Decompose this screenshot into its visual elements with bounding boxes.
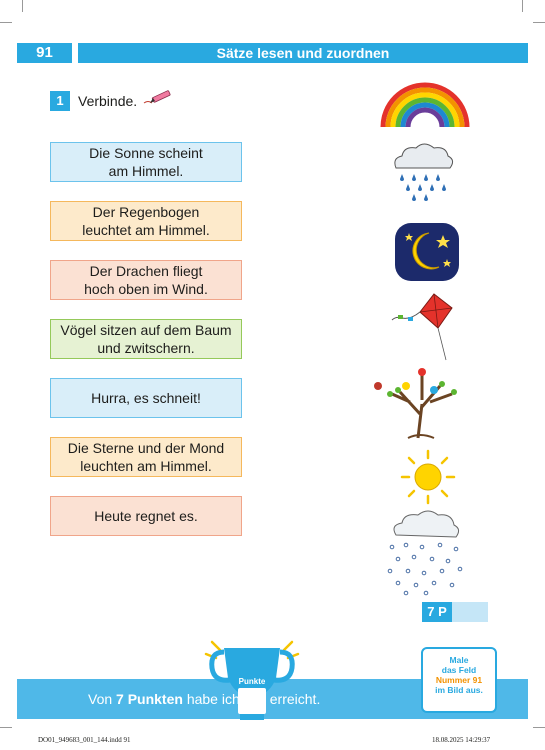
page-number: 91 [17,43,72,63]
pencil-icon [142,88,172,106]
moon-stars-icon[interactable] [393,221,461,283]
rain-cloud-icon[interactable] [388,140,458,206]
coloring-note: Male das Feld Nummer 91 im Bild aus. [421,647,497,713]
crop-mark [0,727,12,728]
tree-birds-icon[interactable] [370,364,470,440]
task-number: 1 [50,91,70,111]
page-title: Sätze lesen und zuordnen [78,43,528,63]
crop-mark [533,727,545,728]
crop-mark [0,22,12,23]
snow-cloud-icon[interactable] [382,505,466,597]
print-slug-date: 18.08.2025 14:29:37 [432,736,491,744]
sentence-card[interactable]: Der Regenbogen leuchtet am Himmel. [50,201,242,241]
crop-mark [22,0,23,12]
sentence-card[interactable]: Vögel sitzen auf dem Baum und zwitschern. [50,319,242,359]
crop-mark [533,22,545,23]
sun-icon[interactable] [396,447,460,507]
sentence-card[interactable]: Die Sonne scheint am Himmel. [50,142,242,182]
task-instruction: Verbinde. [78,93,138,109]
sentence-card[interactable]: Hurra, es schneit! [50,378,242,418]
crop-mark [522,0,523,12]
sentence-card[interactable]: Die Sterne und der Mond leuchten am Himmel. [50,437,242,477]
points-label: 7 P [422,602,452,622]
rainbow-icon[interactable] [378,75,472,131]
points-field[interactable] [422,602,488,622]
kite-icon[interactable] [390,290,462,362]
print-slug-file: DO01_949683_001_144.indd 91 [38,736,131,744]
points-summary: Von 7 Punkten habe ich erreicht. [88,691,321,707]
sentence-card[interactable]: Der Drachen fliegt hoch oben im Wind. [50,260,242,300]
trophy-icon [200,638,304,722]
sentence-card[interactable]: Heute regnet es. [50,496,242,536]
trophy-label: Punkte [238,677,266,686]
